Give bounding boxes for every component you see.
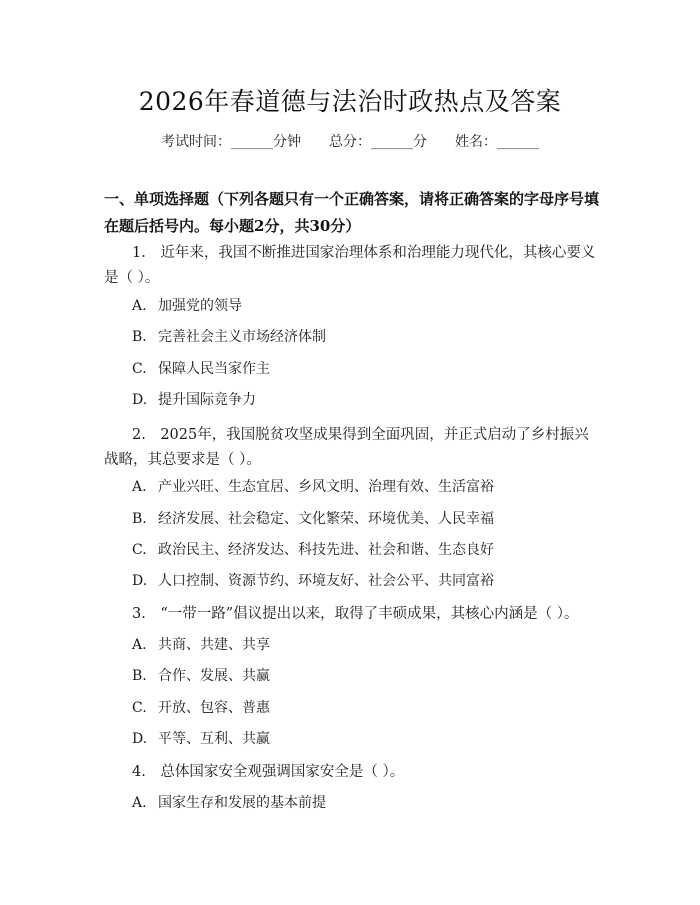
q1-option-c: C. 保障人民当家作主 bbox=[132, 361, 270, 377]
q4-option-a: A. 国家生存和发展的基本前提 bbox=[132, 795, 326, 811]
section-heading: 一、单项选择题（下列各题只有一个正确答案，请将正确答案的字母序号填在题后括号内。每小题2分，共30分） bbox=[104, 190, 600, 235]
total-score-field: 总分：______分 bbox=[329, 134, 427, 150]
q2-option-d: D. 人口控制、资源节约、环境友好、社会公平、共同富裕 bbox=[132, 573, 494, 589]
name-field: 姓名：______ bbox=[455, 134, 539, 150]
q2-option-a: A. 产业兴旺、生态宜居、乡风文明、治理有效、生活富裕 bbox=[132, 479, 494, 495]
q3-option-b: B. 合作、发展、共赢 bbox=[132, 668, 270, 684]
q3-option-c: C. 开放、包容、普惠 bbox=[132, 700, 270, 716]
q2-option-b: B. 经济发展、社会稳定、文化繁荣、环境优美、人民幸福 bbox=[132, 511, 494, 527]
q1-option-b: B. 完善社会主义市场经济体制 bbox=[132, 329, 326, 345]
question-4: 4. 总体国家安全观强调国家安全是（ ）。 bbox=[132, 764, 405, 780]
question-2: 2. 2025年，我国脱贫攻坚成果得到全面巩固，并正式启动了乡村振兴战略，其总要求是（ ）。 bbox=[104, 427, 589, 468]
question-1: 1. 近年来，我国不断推进国家治理体系和治理能力现代化，其核心要义是（ ）。 bbox=[104, 245, 596, 286]
q1-option-a: A. 加强党的领导 bbox=[132, 298, 242, 314]
q2-option-c: C. 政治民主、经济发达、科技先进、社会和谐、生态良好 bbox=[132, 542, 494, 558]
exam-meta-line bbox=[0, 131, 700, 151]
question-3: 3. “一带一路”倡议提出以来，取得了丰硕成果，其核心内涵是（ ）。 bbox=[132, 606, 579, 622]
q3-option-d: D. 平等、互利、共赢 bbox=[132, 731, 270, 747]
q3-option-a: A. 共商、共建、共享 bbox=[132, 637, 270, 653]
q1-option-d: D. 提升国际竞争力 bbox=[132, 392, 256, 408]
exam-time-field: 考试时间：______分钟 bbox=[161, 134, 301, 150]
document-title: 2026年春道德与法治时政热点及答案 bbox=[138, 87, 562, 116]
